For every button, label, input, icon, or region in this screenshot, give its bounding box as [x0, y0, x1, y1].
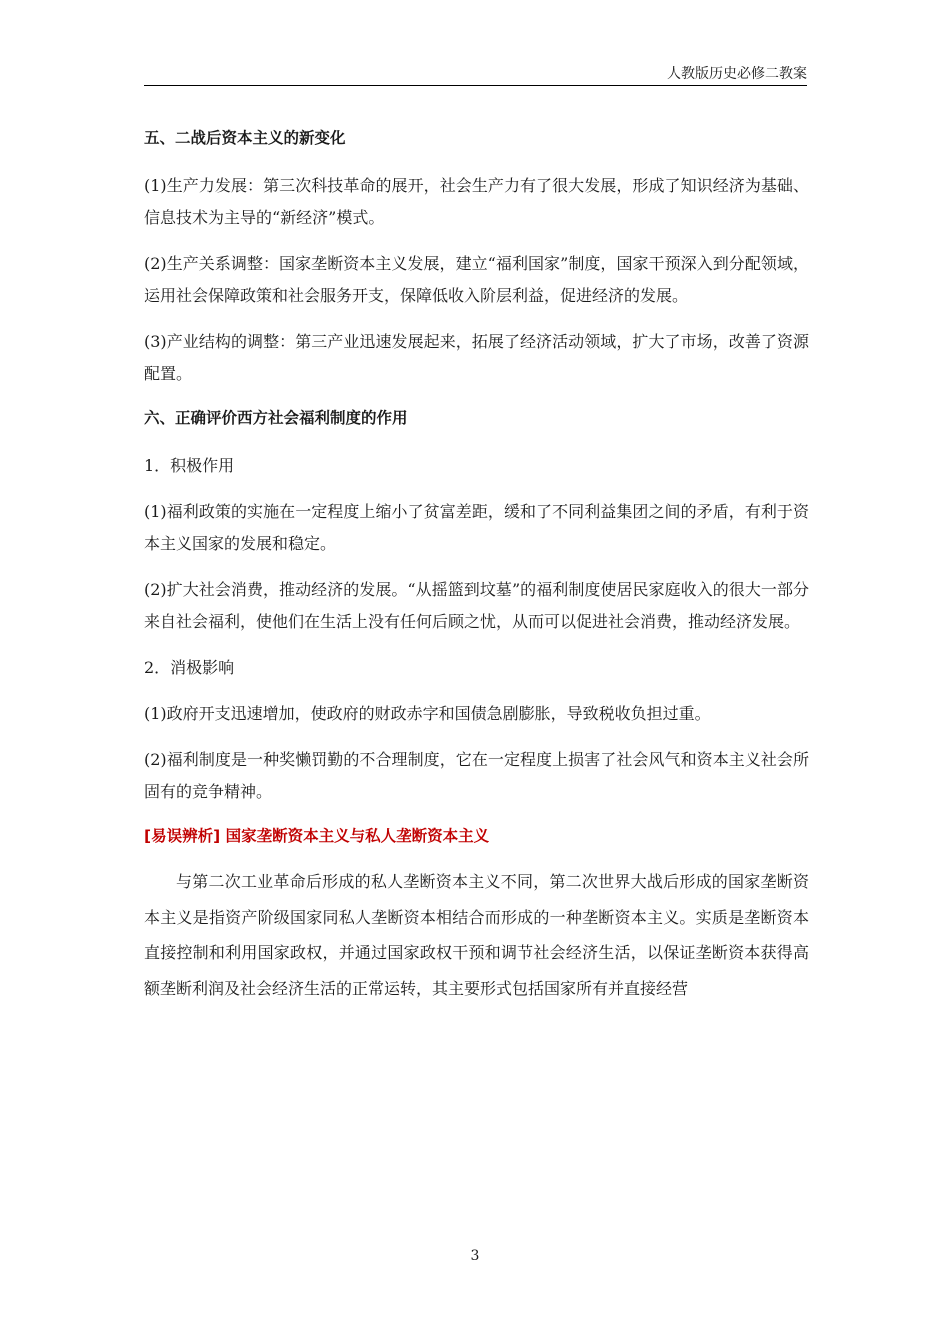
section-6-heading: 六、正确评价西方社会福利制度的作用: [144, 409, 408, 427]
subheading-negative: 2．消极影响: [144, 658, 235, 677]
page-content: [144, 124, 809, 1020]
header-rule: [144, 85, 807, 86]
section-5-heading: 五、二战后资本主义的新变化: [144, 129, 346, 147]
misconception-heading: [易误辨析] 国家垄断资本主义与私人垄断资本主义: [144, 827, 490, 845]
misconception-body: 与第二次工业革命后形成的私人垄断资本主义不同，第二次世界大战后形成的国家垄断资本主义是指资产阶级国家同私人垄断资本相结合而形成的一种垄断资本主义。实质是垄断资本直接控制和利用国家政权，并通过国家政权干预和调节社会经济生活，以保证垄断资本获得高额垄断利润及社会经济生活的正常运转，其主要形式包括国家所有并直接经营: [144, 872, 809, 998]
section-6-paragraph-2: (2)扩大社会消费，推动经济的发展。“从摇篮到坟墓”的福利制度使居民家庭收入的很大一部分来自社会福利，使他们在生活上没有任何后顾之忧，从而可以促进社会消费，推动经济发展。: [144, 580, 809, 631]
subheading-positive: 1．积极作用: [144, 456, 235, 475]
page-number: 3: [470, 1248, 480, 1264]
section-5-paragraph-1: (1)生产力发展：第三次科技革命的展开，社会生产力有了很大发展，形成了知识经济为基础、信息技术为主导的“新经济”模式。: [144, 176, 809, 227]
section-5-paragraph-2: (2)生产关系调整：国家垄断资本主义发展，建立“福利国家”制度，国家干预深入到分配领域，运用社会保障政策和社会服务开支，保障低收入阶层利益，促进经济的发展。: [144, 254, 809, 305]
section-5-paragraph-3: (3)产业结构的调整：第三产业迅速发展起来，拓展了经济活动领域，扩大了市场，改善了资源配置。: [144, 332, 809, 383]
section-6-paragraph-1: (1)福利政策的实施在一定程度上缩小了贫富差距，缓和了不同利益集团之间的矛盾，有利于资本主义国家的发展和稳定。: [144, 502, 809, 553]
section-6-paragraph-3: (1)政府开支迅速增加，使政府的财政赤字和国债急剧膨胀，导致税收负担过重。: [144, 704, 711, 723]
section-6-paragraph-4: (2)福利制度是一种奖懒罚勤的不合理制度，它在一定程度上损害了社会风气和资本主义社会所固有的竞争精神。: [144, 750, 809, 801]
running-header: 人教版历史必修二教案: [667, 66, 807, 82]
